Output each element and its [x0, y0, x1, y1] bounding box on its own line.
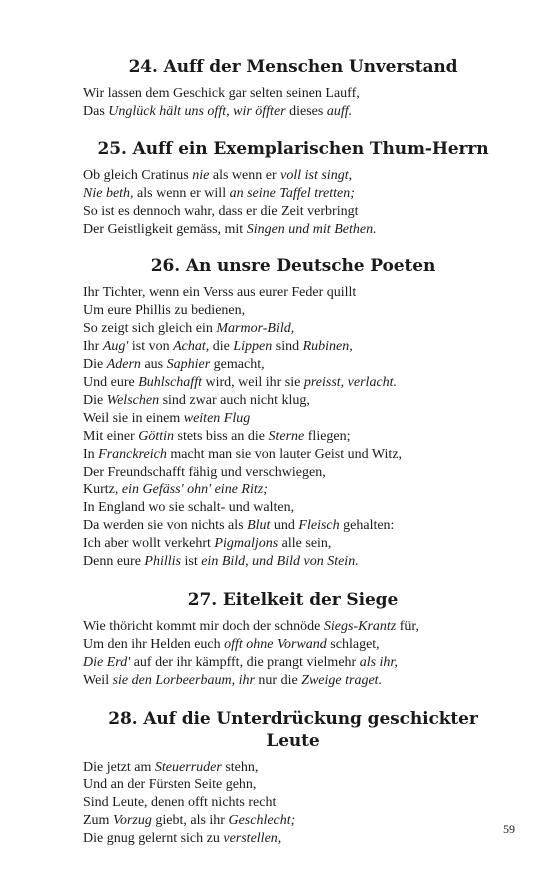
poem-lines [83, 167, 503, 239]
verse-line [83, 499, 503, 517]
verse-text: Die [83, 357, 107, 373]
verse-line [83, 812, 503, 830]
verse-text-italic: Vorzug [112, 813, 152, 829]
verse-text: gehalten: [339, 518, 395, 534]
verse-line [83, 85, 503, 103]
verse-line [83, 654, 503, 672]
verse-text: stets biss an die [174, 428, 269, 444]
verse-line [83, 535, 503, 553]
verse-text: Denn eure [83, 554, 145, 570]
verse-text-italic: Die Erd' [83, 654, 131, 670]
verse-text-italic: Marmor-Bild, [216, 321, 295, 337]
verse-line [83, 776, 503, 794]
verse-line [83, 338, 503, 356]
verse-line [83, 320, 503, 338]
verse-text: aus [140, 357, 167, 373]
verse-text: dieses [285, 103, 327, 119]
verse-text-italic: Göttin [138, 428, 174, 444]
verse-text: Ich aber wollt verkehrt [83, 536, 215, 552]
verse-text: Kurtz, [83, 482, 122, 498]
verse-text-italic: Welschen [106, 392, 160, 408]
verse-text-italic: Fleisch [298, 518, 340, 534]
poem-title: 27. Eitelkeit der Siege [187, 589, 399, 610]
verse-text: In England wo sie schalt- und walten, [83, 500, 295, 516]
verse-line [83, 103, 503, 121]
verse-text-italic: ein Bild, und Bild von Stein. [201, 554, 359, 570]
verse-text-italic: Rubinen, [302, 339, 353, 355]
verse-text-italic: als ihr, [359, 654, 398, 670]
verse-text: wird, weil ihr sie [201, 374, 304, 390]
verse-text: nur die [254, 672, 302, 688]
verse-text: sind zwar auch nicht klug, [159, 392, 310, 408]
verse-line [83, 446, 503, 464]
verse-text: Die gnug gelernt sich zu [83, 831, 224, 847]
verse-line [83, 672, 503, 690]
verse-text: Wir lassen dem Geschick gar selten seinen Lauff, [83, 86, 360, 101]
verse-text: Ob gleich Cratinus [83, 167, 193, 183]
verse-text: Ihr [83, 339, 103, 355]
verse-text: Um eure Phillis zu bedienen, [83, 303, 246, 319]
poem-lines [83, 284, 503, 571]
verse-text-italic: auff. [326, 103, 353, 119]
verse-text-italic: Achat, [173, 339, 210, 355]
verse-text-italic: Buhlschafft [138, 374, 202, 390]
verse-text: für, [396, 618, 419, 634]
verse-text: als wenn er [209, 167, 281, 183]
poem-title: 24. Auff der Menschen Unverstand [128, 57, 458, 77]
verse-text-italic: Nie beth, [83, 185, 134, 201]
page-content [83, 56, 503, 848]
verse-line [83, 167, 503, 185]
verse-text: Wie thöricht kommt mir doch der schnöde [83, 618, 324, 634]
poem-title: 26. An unsre Deutsche Poeten [150, 256, 436, 277]
verse-line [83, 553, 503, 571]
verse-text: Sind Leute, denen offt nichts recht [83, 795, 277, 811]
verse-line [83, 185, 503, 203]
verse-line [83, 284, 503, 302]
verse-text: Zum [83, 813, 113, 829]
verse-text: und [270, 518, 299, 534]
verse-line [83, 410, 503, 428]
page-number: 59 [503, 822, 515, 836]
verse-text: Und eure [83, 374, 139, 390]
verse-text-italic: ein Gefäss' ohn' eine Ritz; [121, 482, 268, 498]
verse-text: Der Freundschafft fähig und verschwiegen, [83, 464, 326, 480]
poem-24 [83, 56, 503, 121]
verse-text-italic: preisst, verlacht. [303, 374, 398, 390]
verse-text: stehn, [221, 759, 259, 775]
verse-text-italic: Sterne [268, 428, 305, 444]
verse-text: Da werden sie von nichts als [83, 518, 248, 534]
verse-text: Weil [83, 672, 113, 688]
verse-text: Die jetzt am [83, 759, 155, 775]
verse-text-italic: Blut [247, 518, 271, 534]
verse-line [83, 618, 503, 636]
verse-text: schlaget, [326, 636, 380, 652]
verse-text-italic: Phillis [144, 554, 181, 570]
verse-text: Der Geistligkeit gemäss, mit [83, 221, 247, 237]
verse-text: auf der ihr kämpfft, die prangt vielmehr [130, 654, 360, 670]
verse-text-italic: voll ist singt, [280, 167, 353, 183]
poem-lines [83, 618, 503, 690]
poem-28 [83, 708, 503, 849]
verse-text-italic: Unglück hält uns offt, wir öffter [108, 103, 286, 119]
verse-line [83, 636, 503, 654]
poem-lines [83, 85, 503, 121]
verse-text: die [209, 339, 234, 355]
verse-line [83, 203, 503, 221]
verse-text-italic: Adern [106, 357, 141, 373]
verse-text-italic: Lippen [233, 339, 273, 355]
verse-text-italic: nie [192, 167, 210, 183]
verse-line [83, 481, 503, 499]
verse-text: als wenn er will [133, 185, 230, 201]
verse-text: ist von [128, 339, 174, 355]
verse-text: Mit einer [83, 428, 139, 444]
verse-text-italic: Steuerruder [154, 759, 222, 775]
verse-text: So ist es dennoch wahr, dass er die Zeit verbringt [83, 203, 359, 219]
verse-text-italic: sie den Lorbeerbaum, ihr [112, 672, 255, 688]
verse-text-italic: Siegs-Krantz [323, 618, 397, 634]
verse-text: In [83, 446, 99, 462]
verse-text-italic: Geschlecht; [228, 813, 296, 829]
verse-text-italic: offt ohne Vorwand [224, 636, 327, 652]
verse-line [83, 830, 503, 848]
verse-text: ist [180, 554, 202, 570]
verse-text: So zeigt sich gleich ein [83, 321, 217, 337]
verse-text: Und an der Fürsten Seite gehn, [83, 777, 257, 793]
verse-text-italic: Saphier [166, 357, 211, 373]
verse-line [83, 374, 503, 392]
verse-text-italic: weiten Flug [183, 410, 251, 426]
verse-text: alle sein, [278, 536, 332, 552]
verse-text-italic: Franckreich [98, 446, 167, 462]
verse-line [83, 356, 503, 374]
verse-text-italic: Pigmaljons [214, 536, 279, 552]
verse-text: Um den ihr Helden euch [83, 636, 225, 652]
verse-line [83, 428, 503, 446]
verse-text-italic: Zweige traget. [301, 672, 383, 688]
verse-text: macht man sie von lauter Geist und Witz, [166, 446, 403, 462]
verse-line [83, 221, 503, 239]
verse-text: Das [83, 103, 109, 119]
poem-lines [83, 759, 503, 849]
verse-text-italic: Aug' [102, 339, 129, 355]
verse-line [83, 464, 503, 482]
verse-text-italic: an seine Taffel tretten; [229, 185, 355, 201]
verse-text-italic: Singen und mit Bethen. [246, 221, 377, 237]
poem-title: 28. Auf die Unterdrückung geschickter Leute [108, 708, 478, 751]
poem-27 [83, 589, 503, 690]
verse-text: Die [83, 392, 107, 408]
poem-25 [83, 138, 503, 239]
verse-text: Weil sie in einem [83, 410, 184, 426]
verse-line [83, 794, 503, 812]
verse-line [83, 517, 503, 535]
verse-text: fliegen; [304, 428, 351, 444]
verse-text: Ihr Tichter, wenn ein Verss aus eurer Feder quillt [83, 285, 357, 301]
poem-title: 25. Auff ein Exemplarischen Thum-Herrn [97, 138, 489, 159]
verse-text: giebt, als ihr [151, 813, 229, 829]
poem-26 [83, 255, 503, 571]
verse-line [83, 392, 503, 410]
verse-text: sind [272, 339, 303, 355]
verse-text: gemacht, [210, 357, 265, 373]
verse-text-italic: verstellen, [223, 831, 282, 847]
verse-line [83, 759, 503, 777]
verse-line [83, 302, 503, 320]
